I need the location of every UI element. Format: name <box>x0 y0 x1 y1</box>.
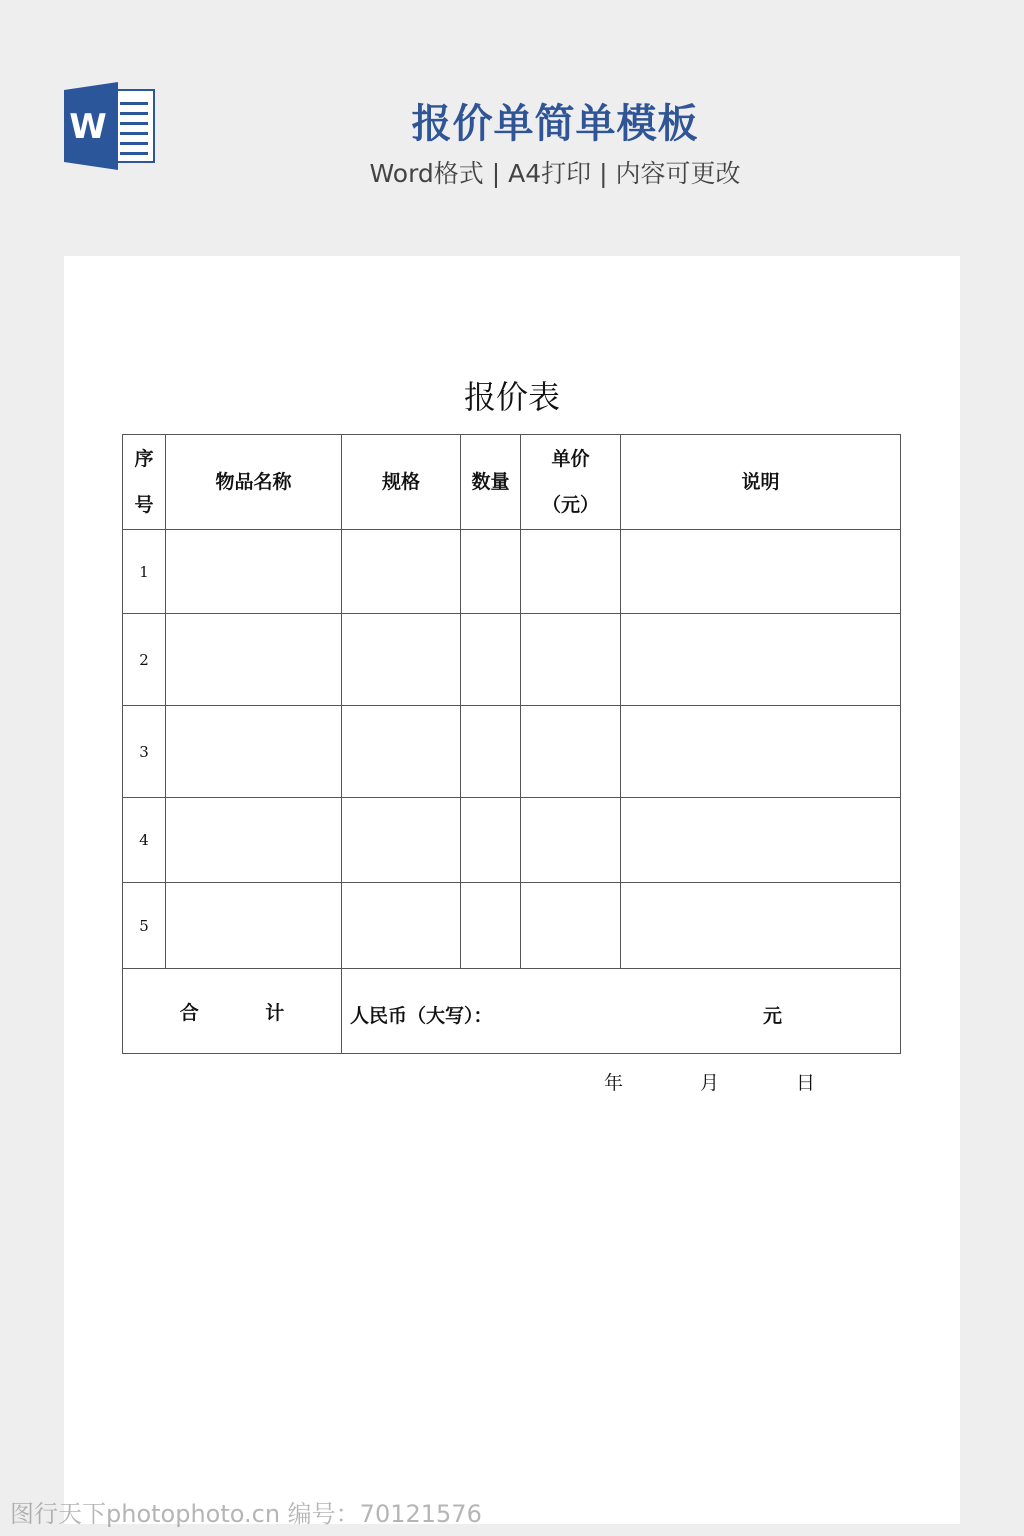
header-price-line1: 单价 <box>551 448 590 470</box>
cell-item-name[interactable] <box>166 883 342 969</box>
header-qty: 数量 <box>461 435 521 530</box>
cell-qty[interactable] <box>461 798 521 883</box>
row-number: 3 <box>123 706 166 798</box>
row-number: 1 <box>123 530 166 614</box>
cell-spec[interactable] <box>342 530 461 614</box>
cell-spec[interactable] <box>342 883 461 969</box>
word-icon <box>64 82 156 170</box>
cell-note[interactable] <box>621 706 901 798</box>
page-subtitle: Word格式 | A4打印 | 内容可更改 <box>369 159 741 188</box>
row-number: 5 <box>123 883 166 969</box>
yuan-label: 元 <box>763 1005 783 1027</box>
table-row <box>123 883 901 969</box>
page-title: 报价单简单模板 <box>411 101 699 147</box>
total-row <box>123 969 901 1054</box>
cell-qty[interactable] <box>461 530 521 614</box>
cell-note[interactable] <box>621 614 901 706</box>
header-seq-line2: 号 <box>134 494 154 516</box>
cell-spec[interactable] <box>342 798 461 883</box>
rmb-label: 人民币（大写）： <box>350 1005 493 1027</box>
header-spec: 规格 <box>342 435 461 530</box>
date-month: 月 <box>700 1072 720 1094</box>
header-price <box>521 435 621 530</box>
cell-spec[interactable] <box>342 614 461 706</box>
header-seq-line1: 序 <box>134 448 154 470</box>
row-number: 4 <box>123 798 166 883</box>
table-row <box>123 706 901 798</box>
cell-price[interactable] <box>521 530 621 614</box>
watermark: 图行天下photophoto.cn 编号：70121576 <box>10 1500 482 1528</box>
cell-price[interactable] <box>521 614 621 706</box>
header-note: 说明 <box>621 435 901 530</box>
header-price-line2: （元） <box>541 494 599 516</box>
document-title: 报价表 <box>463 378 560 416</box>
cell-item-name[interactable] <box>166 530 342 614</box>
cell-spec[interactable] <box>342 706 461 798</box>
table-row <box>123 798 901 883</box>
table-row <box>123 614 901 706</box>
document-page <box>64 256 960 1524</box>
date-day: 日 <box>796 1072 816 1094</box>
cell-note[interactable] <box>621 798 901 883</box>
cell-note[interactable] <box>621 530 901 614</box>
word-icon-letter: W <box>69 107 107 147</box>
cell-note[interactable] <box>621 883 901 969</box>
row-number: 2 <box>123 614 166 706</box>
total-label: 合 计 <box>123 969 342 1054</box>
table-row <box>123 530 901 614</box>
quote-table <box>122 434 901 1054</box>
total-amount-cell[interactable] <box>342 969 901 1054</box>
date-year: 年 <box>604 1072 624 1094</box>
cell-qty[interactable] <box>461 706 521 798</box>
cell-item-name[interactable] <box>166 798 342 883</box>
cell-item-name[interactable] <box>166 706 342 798</box>
cell-qty[interactable] <box>461 883 521 969</box>
header-item-name: 物品名称 <box>166 435 342 530</box>
cell-price[interactable] <box>521 883 621 969</box>
cell-price[interactable] <box>521 706 621 798</box>
cell-qty[interactable] <box>461 614 521 706</box>
cell-price[interactable] <box>521 798 621 883</box>
table-header-row <box>123 435 901 530</box>
cell-item-name[interactable] <box>166 614 342 706</box>
header-seq <box>123 435 166 530</box>
